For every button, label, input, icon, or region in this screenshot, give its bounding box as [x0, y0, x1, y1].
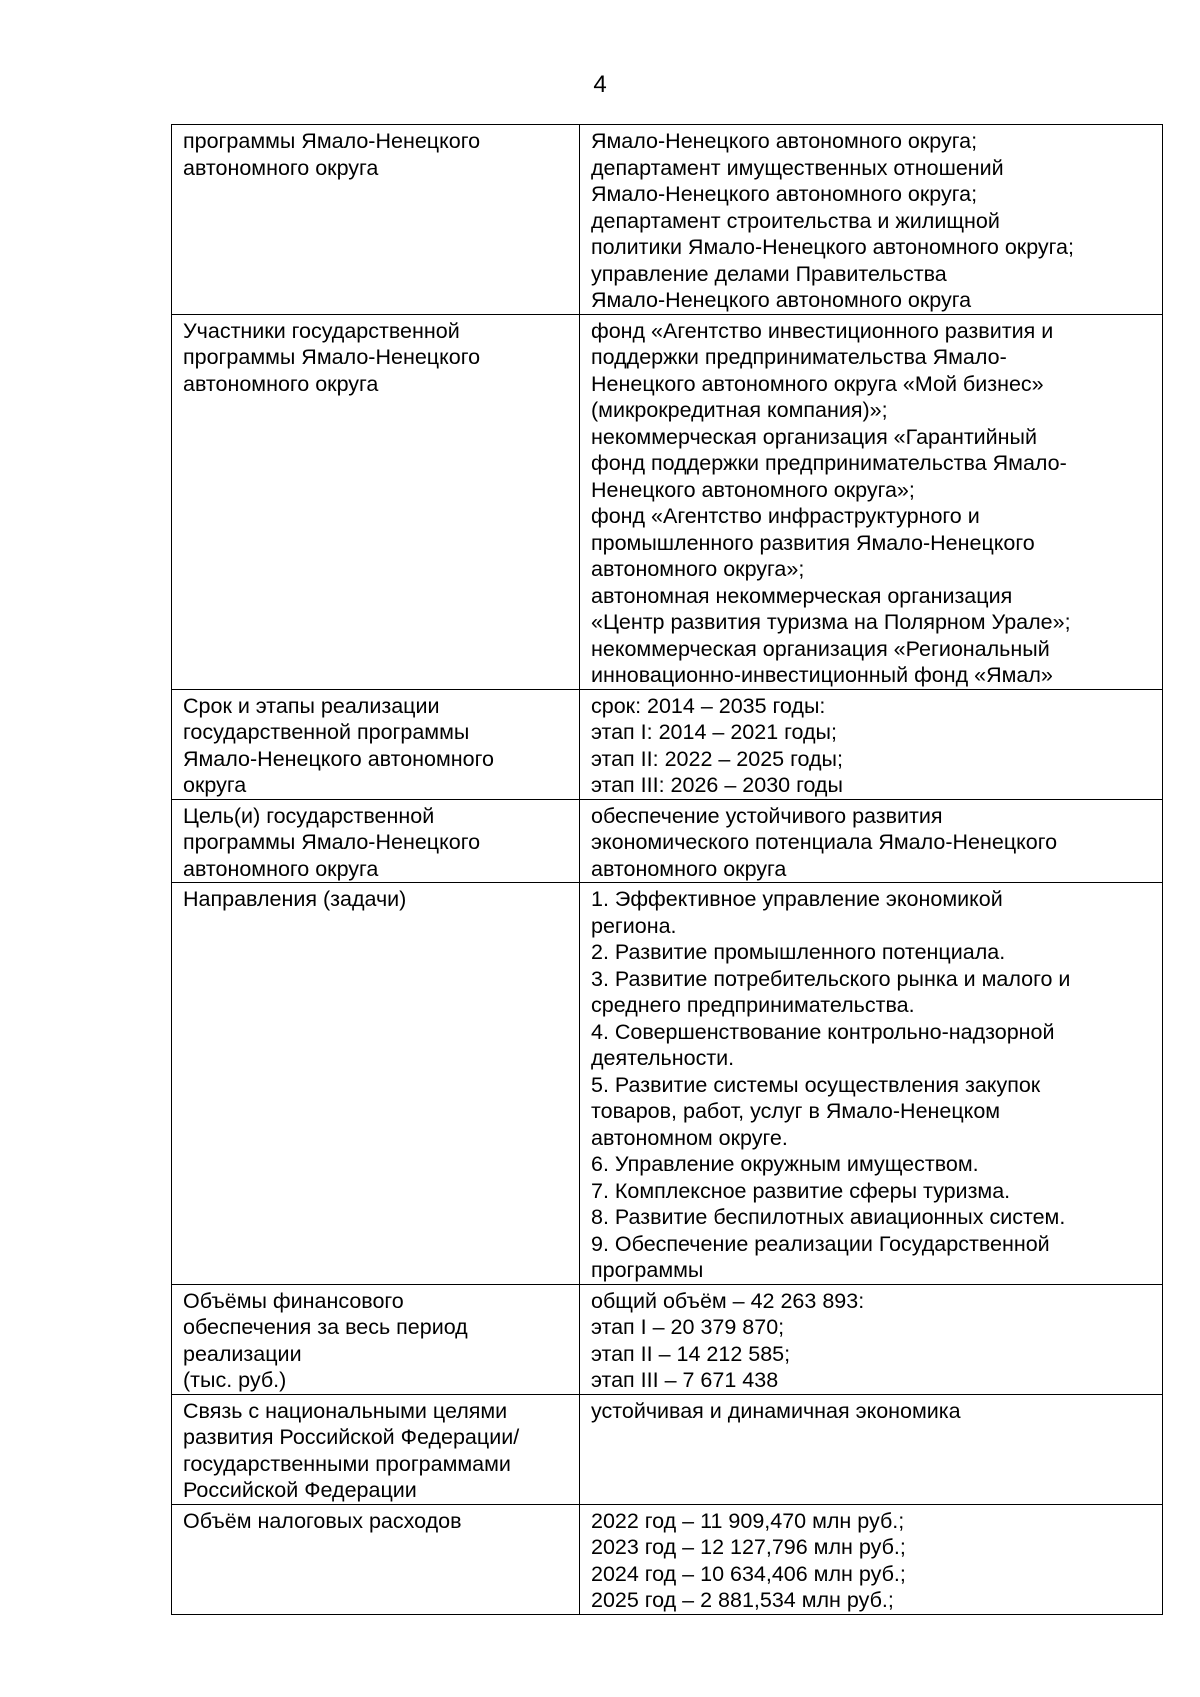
row-label-cell: [172, 125, 580, 315]
table-row: [172, 799, 1163, 883]
row-value-line: управление делами Правительства: [591, 261, 947, 286]
row-value-line: фонд «Агентство инвестиционного развития и: [591, 318, 1054, 343]
row-value-line: департамент имущественных отношений: [591, 155, 1004, 180]
row-value-line: общий объём – 42 263 893:: [591, 1288, 865, 1313]
row-value-line: товаров, работ, услуг в Ямало-Ненецком: [591, 1099, 1001, 1123]
row-value-line: 4. Совершенствование контрольно-надзорной: [591, 1019, 1055, 1044]
row-value-cell: [580, 1394, 1163, 1504]
row-value-line: некоммерческая организация «Гарантийный: [591, 424, 1038, 449]
row-value-cell: [580, 1504, 1163, 1614]
row-value-line: (микрокредитная компания)»;: [591, 398, 888, 422]
row-label-line: Ямало-Ненецкого автономного: [183, 746, 494, 771]
row-value-line: поддержки предпринимательства Ямало-: [591, 345, 1007, 369]
row-value-line: региона.: [591, 913, 677, 938]
table-row: [172, 125, 1163, 315]
row-value-line: фонд «Агентство инфраструктурного и: [591, 504, 980, 528]
row-value-cell: [580, 125, 1163, 315]
row-label-cell: [172, 1504, 580, 1614]
row-value-line: обеспечение устойчивого развития: [591, 803, 943, 828]
row-label-line: государственными программами: [183, 1451, 511, 1476]
row-value-line: 3. Развитие потребительского рынка и малого и: [591, 966, 1071, 991]
row-label-line: государственной программы: [183, 720, 470, 744]
row-value-line: этап II: 2022 – 2025 годы;: [591, 746, 843, 771]
table-row: [172, 1394, 1163, 1504]
row-label-line: (тыс. руб.): [183, 1368, 287, 1392]
row-value-line: этап III – 7 671 438: [591, 1368, 779, 1392]
row-label-cell: [172, 1394, 580, 1504]
row-label-line: Направления (задачи): [183, 887, 407, 911]
row-value-line: политики Ямало-Ненецкого автономного округа;: [591, 235, 1074, 259]
row-label-line: Объём налоговых расходов: [183, 1508, 462, 1533]
row-value-line: Ненецкого автономного округа «Мой бизнес»: [591, 371, 1044, 396]
row-label-cell: [172, 799, 580, 883]
row-value-line: «Центр развития туризма на Полярном Урале»;: [591, 610, 1071, 634]
row-value-line: устойчивая и динамичная экономика: [591, 1398, 961, 1423]
row-label-line: Участники государственной: [183, 318, 460, 343]
row-value-line: деятельности.: [591, 1046, 735, 1070]
row-label-line: Цель(и) государственной: [183, 803, 435, 828]
row-value-line: программы: [591, 1258, 704, 1282]
row-value-line: 2022 год – 11 909,470 млн руб.;: [591, 1508, 905, 1533]
row-value-line: 2024 год – 10 634,406 млн руб.;: [591, 1561, 906, 1586]
row-value-line: инновационно-инвестиционный фонд «Ямал»: [591, 663, 1053, 687]
row-value-cell: [580, 689, 1163, 799]
row-value-line: 2. Развитие промышленного потенциала.: [591, 940, 1006, 964]
row-label-line: программы Ямало-Ненецкого: [183, 345, 481, 369]
row-value-line: среднего предпринимательства.: [591, 993, 915, 1017]
row-label-line: автономного округа: [183, 856, 379, 881]
row-label-line: автономного округа: [183, 155, 379, 180]
table-row: [172, 883, 1163, 1285]
table-row: [172, 689, 1163, 799]
row-value-line: автономном округе.: [591, 1125, 788, 1150]
row-value-line: Ямало-Ненецкого автономного округа: [591, 288, 972, 312]
row-value-line: автономного округа: [591, 856, 787, 881]
row-value-line: срок: 2014 – 2035 годы:: [591, 693, 826, 718]
row-value-line: фонд поддержки предпринимательства Ямало-: [591, 451, 1067, 475]
row-label-line: Объёмы финансового: [183, 1288, 404, 1313]
row-value-line: 5. Развитие системы осуществления закупок: [591, 1072, 1041, 1097]
row-value-line: автономная некоммерческая организация: [591, 583, 1013, 608]
row-value-line: 2025 год – 2 881,534 млн руб.;: [591, 1588, 894, 1612]
row-label-line: развития Российской Федерации/: [183, 1425, 520, 1449]
row-value-line: 2023 год – 12 127,796 млн руб.;: [591, 1535, 906, 1559]
row-value-line: 6. Управление окружным имуществом.: [591, 1152, 979, 1176]
row-label-cell: [172, 689, 580, 799]
row-value-line: автономного округа»;: [591, 557, 805, 581]
row-label-cell: [172, 1284, 580, 1394]
row-value-line: 9. Обеспечение реализации Государственной: [591, 1231, 1050, 1256]
row-label-line: программы Ямало-Ненецкого: [183, 129, 481, 153]
row-value-line: некоммерческая организация «Региональный: [591, 636, 1050, 661]
row-value-line: 1. Эффективное управление экономикой: [591, 887, 1003, 911]
row-label-line: программы Ямало-Ненецкого: [183, 830, 481, 854]
row-value-cell: [580, 1284, 1163, 1394]
row-value-line: этап II – 14 212 585;: [591, 1341, 791, 1366]
row-value-line: Ненецкого автономного округа»;: [591, 477, 915, 502]
row-value-line: департамент строительства и жилищной: [591, 208, 1000, 233]
row-value-cell: [580, 314, 1163, 689]
row-label-line: округа: [183, 773, 247, 797]
row-value-cell: [580, 799, 1163, 883]
row-label-cell: [172, 883, 580, 1285]
row-value-line: Ямало-Ненецкого автономного округа;: [591, 182, 978, 206]
table-row: [172, 1504, 1163, 1614]
row-label-line: реализации: [183, 1341, 302, 1366]
passport-table-body: [172, 125, 1163, 1615]
row-value-line: 7. Комплексное развитие сферы туризма.: [591, 1178, 1011, 1203]
row-value-line: экономического потенциала Ямало-Ненецкого: [591, 830, 1058, 854]
program-passport-table: [171, 124, 1163, 1615]
row-label-line: Российской Федерации: [183, 1478, 417, 1502]
page-number: 4: [593, 71, 607, 98]
table-row: [172, 314, 1163, 689]
row-label-line: Связь с национальными целями: [183, 1398, 508, 1423]
row-label-cell: [172, 314, 580, 689]
table-row: [172, 1284, 1163, 1394]
row-label-line: автономного округа: [183, 371, 379, 396]
row-label-line: Срок и этапы реализации: [183, 693, 440, 718]
row-value-line: Ямало-Ненецкого автономного округа;: [591, 129, 978, 153]
row-value-line: промышленного развития Ямало-Ненецкого: [591, 530, 1035, 555]
row-value-cell: [580, 883, 1163, 1285]
row-value-line: этап I: 2014 – 2021 годы;: [591, 720, 837, 744]
row-value-line: этап I – 20 379 870;: [591, 1315, 785, 1339]
row-value-line: этап III: 2026 – 2030 годы: [591, 773, 843, 797]
row-value-line: 8. Развитие беспилотных авиационных систем.: [591, 1205, 1066, 1229]
row-label-line: обеспечения за весь период: [183, 1315, 468, 1339]
